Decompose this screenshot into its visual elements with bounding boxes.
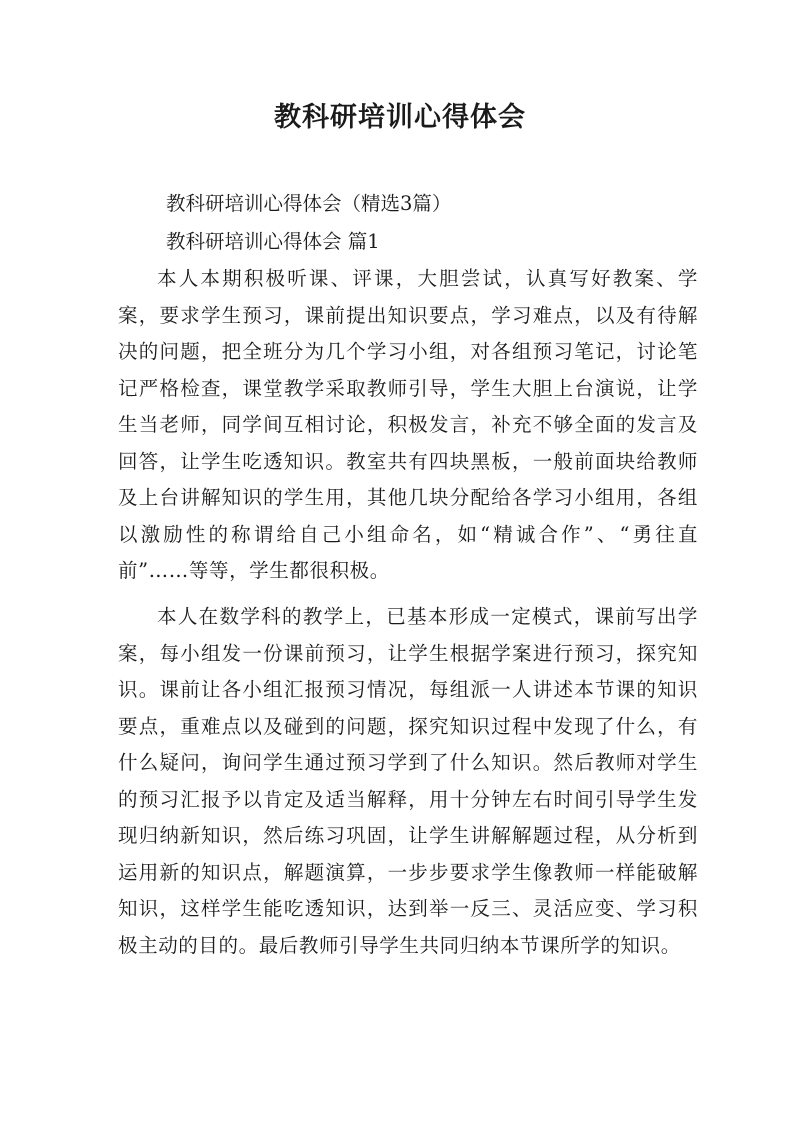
document-title: 教科研培训心得体会 bbox=[274, 102, 526, 133]
section-heading: 教科研培训心得体会 篇1 bbox=[166, 230, 380, 253]
body-paragraph-2: 本人在数学科的教学上，已基本形成一定模式，课前写出学案，每小组发一份课前预习，让学生根据学案进行预习，探究知识。课前让各小组汇报预习情况，每组派一人讲述本节课的知识要点，重难点以及碰到的问题，探究知识过程中发现了什么，有什么疑问，询问学生通过预习学到了什么知识。然后教师对学生的预习汇报予以肯定及适当解释，用十分钟左右时间引导学生发现归纳新知识，然后练习巩固，让学生讲解解题过程，从分析到运用新的知识点，解题演算，一步步要求学生像教师一样能破解知识，这样学生能吃透知识，达到举一反三、灵活应变、学习积极主动的目的。最后教师引导学生共同归纳本节课所学的知识。 bbox=[118, 605, 698, 957]
document-subtitle: 教科研培训心得体会（精选3篇） bbox=[166, 192, 452, 215]
body-paragraph-1: 本人本期积极听课、评课，大胆尝试，认真写好教案、学案，要求学生预习，课前提出知识要点，学习难点，以及有待解决的问题，把全班分为几个学习小组，对各组预习笔记，讨论笔记严格检查，课堂教学采取教师引导，学生大胆上台演说，让学生当老师，同学间互相讨论，积极发言，补充不够全面的发言及回答，让学生吃透知识。教室共有四块黑板，一般前面块给教师及上台讲解知识的学生用，其他几块分配给各学习小组用，各组以激励性的称谓给自己小组命名，如“精诚合作”、“勇往直前”……等等，学生都很积极。 bbox=[118, 267, 698, 582]
